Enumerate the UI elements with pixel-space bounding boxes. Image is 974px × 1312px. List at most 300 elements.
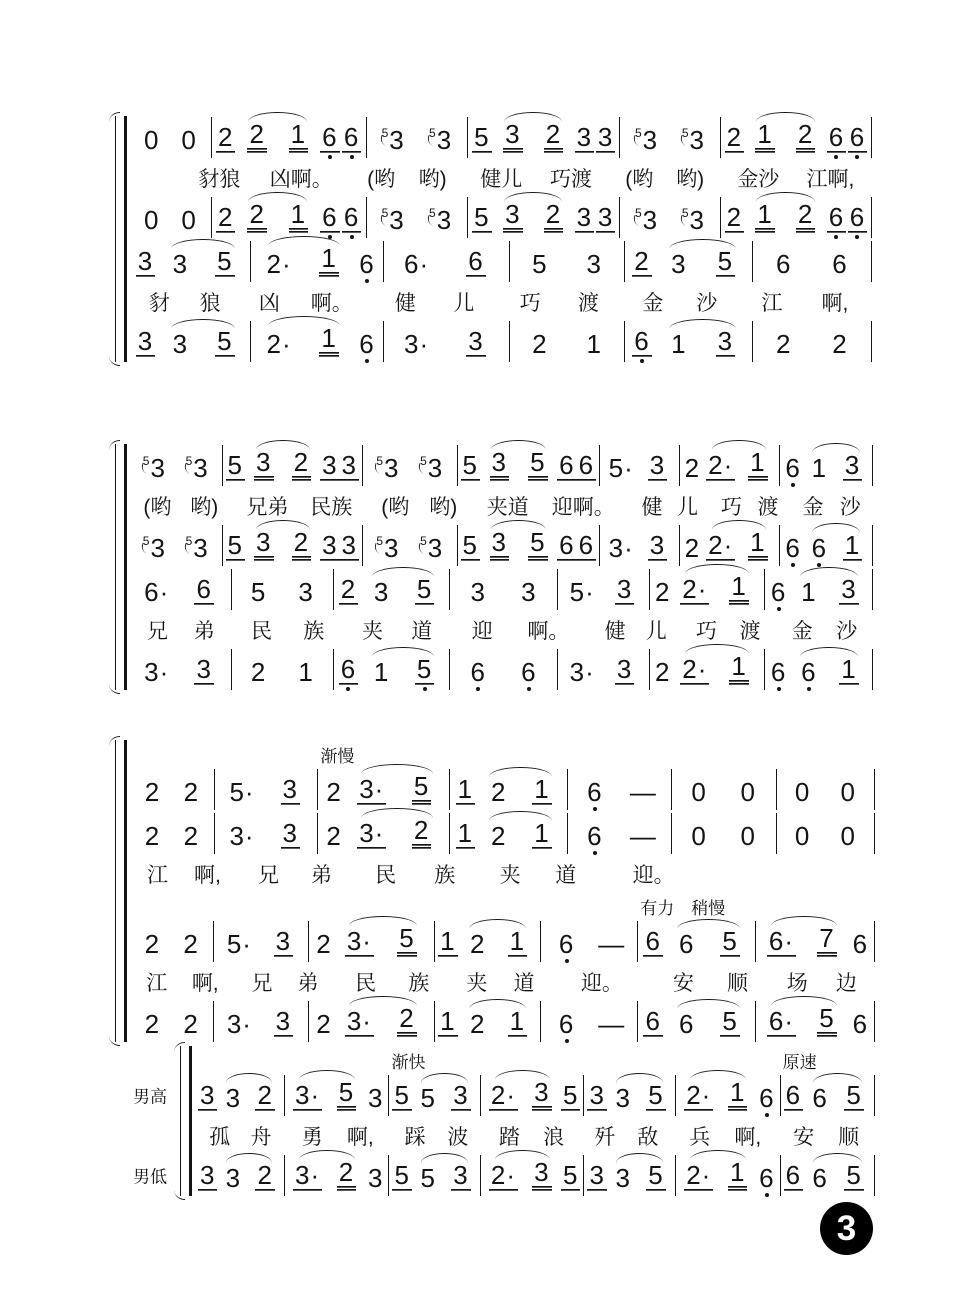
note (471, 124, 492, 153)
note (702, 529, 739, 561)
notes-row (130, 116, 872, 158)
note-number: 3· (569, 657, 595, 687)
note (513, 331, 567, 357)
note-glyph (337, 1159, 356, 1191)
note (203, 328, 248, 357)
note-number: 6 (470, 657, 487, 687)
measure (232, 649, 334, 690)
slur-group (702, 529, 776, 561)
note (780, 779, 826, 805)
note-number: 5 (250, 577, 267, 607)
note-number: 3 (200, 1080, 216, 1110)
note-glyph (141, 535, 168, 561)
note (519, 529, 558, 561)
measure (765, 569, 873, 610)
note-number: 5 (648, 1080, 664, 1110)
note (825, 823, 871, 849)
note-glyph (366, 1165, 385, 1191)
note-number: 6 (759, 1083, 775, 1113)
note-number: 0 (794, 821, 811, 851)
note (504, 659, 555, 685)
note-glyph (817, 925, 836, 957)
note-number: 3 (282, 818, 299, 848)
note-glyph (684, 1082, 713, 1111)
note (237, 121, 278, 153)
note-number: 6 (811, 533, 828, 563)
note-glyph (179, 207, 198, 233)
grace-note: 5 (420, 534, 427, 548)
note-number: 3 (436, 205, 453, 235)
note-glyph (614, 1165, 633, 1191)
note (249, 1082, 281, 1111)
note (679, 1079, 718, 1111)
notes-row (130, 1000, 875, 1042)
note-number: 5 (413, 771, 430, 801)
note-number: 2 (684, 533, 701, 563)
measure (450, 569, 558, 610)
note-number: 3 (534, 1157, 550, 1187)
note-glyph (397, 1005, 416, 1037)
note-glyph (680, 207, 707, 233)
note (366, 535, 410, 561)
note-number: 2 (326, 821, 342, 851)
slur-group (480, 449, 557, 481)
note-number: 0 (691, 777, 707, 807)
note-glyph (419, 1085, 438, 1111)
note-number: 1 (729, 1077, 746, 1107)
measure (584, 1075, 676, 1116)
lyric-syllable: 道 (555, 864, 577, 887)
note-number: 3 (275, 926, 292, 956)
lyric-measure (367, 488, 471, 524)
measure (450, 649, 558, 690)
note-number: 2 (634, 246, 650, 276)
note-glyph (769, 659, 788, 685)
note-number: 2· (266, 249, 292, 279)
note (354, 251, 380, 277)
note-glyph (374, 455, 401, 481)
note-glyph (136, 328, 155, 357)
note-number: 2 (183, 821, 200, 851)
note-number: 5 (532, 249, 548, 279)
note (282, 579, 329, 605)
note-number: 2 (316, 1009, 332, 1039)
note (237, 201, 278, 233)
note (480, 449, 519, 481)
note (595, 124, 616, 153)
measure (130, 241, 251, 282)
note-glyph (292, 449, 311, 481)
note-glyph (490, 529, 509, 561)
note-number: 3 (453, 1160, 469, 1190)
lyric-syllable: 民 (355, 972, 377, 995)
note-glyph (584, 331, 603, 357)
system-3 (130, 740, 875, 1044)
note (523, 1159, 561, 1191)
grace-note: 5 (429, 206, 436, 220)
measure (130, 197, 212, 238)
note (724, 204, 745, 233)
slur-group (288, 1159, 366, 1191)
note-glyph (402, 251, 431, 277)
note-number: 3 (671, 249, 687, 279)
note-number: 5 (717, 246, 734, 276)
lyric-measure (130, 488, 232, 524)
note-glyph (575, 124, 594, 153)
measure (384, 241, 510, 282)
slur-group (745, 121, 826, 153)
note-glyph (844, 1082, 863, 1111)
note-glyph (141, 455, 168, 481)
note-glyph (184, 455, 211, 481)
note (245, 529, 283, 561)
note (133, 207, 170, 233)
note-glyph (392, 1082, 411, 1111)
note-number: 6 (770, 657, 787, 687)
measure (215, 769, 319, 810)
note (702, 248, 749, 277)
note-glyph (397, 925, 416, 957)
note-glyph (716, 328, 735, 357)
slur-group (492, 201, 573, 233)
note-glyph (596, 204, 615, 233)
notes-row (130, 747, 875, 810)
note-number: 6 (812, 1083, 828, 1113)
lyric-syllable: 巧 (720, 496, 742, 519)
note-number: 0 (181, 125, 197, 155)
note-number: 3 (172, 329, 189, 359)
note (261, 1008, 305, 1037)
note-glyph (769, 579, 788, 605)
note-number: 5 (217, 326, 233, 356)
note-glyph (728, 1159, 747, 1191)
measure (363, 525, 458, 566)
note-number: 6 (679, 1009, 695, 1039)
note (702, 449, 739, 481)
measure (584, 1155, 676, 1196)
note-number: 6 (770, 577, 787, 607)
note-glyph (225, 931, 254, 957)
note-glyph (716, 248, 735, 277)
note-glyph (472, 124, 491, 153)
note-glyph (181, 1011, 200, 1037)
lyric-syllable: 啊。 (527, 620, 570, 643)
note (198, 1162, 217, 1191)
lyrics-row (130, 488, 873, 524)
note-glyph (728, 1079, 747, 1111)
page-number: 3 (836, 1208, 857, 1248)
note-number: 2 (326, 777, 342, 807)
note-glyph (646, 1082, 665, 1111)
note-glyph (380, 127, 407, 153)
lyric-measure (238, 856, 352, 892)
system-1 (130, 116, 872, 364)
note (768, 659, 789, 685)
lyric-syllable: 安 (672, 972, 694, 995)
slur-group (803, 1082, 871, 1111)
note-number: 1 (757, 199, 773, 229)
note-number: 1 (729, 1157, 746, 1187)
measure (130, 445, 223, 486)
note (708, 928, 751, 957)
lyric-syllable: 儿 (676, 496, 698, 519)
lyric-measure (652, 964, 768, 1000)
lyric-syllable: 弟 (297, 972, 319, 995)
note-number: 6 (343, 122, 360, 152)
note-glyph (142, 579, 171, 605)
note (665, 1008, 708, 1037)
note-glyph (265, 331, 294, 357)
note-glyph (587, 1082, 606, 1111)
note (172, 823, 211, 849)
note-glyph (810, 1165, 829, 1191)
note-glyph (142, 659, 171, 685)
slur-group (336, 925, 431, 957)
note-number: 3· (144, 657, 170, 687)
note (504, 579, 555, 605)
note (847, 204, 868, 233)
note-number: 2 (183, 1009, 199, 1039)
measure (680, 445, 781, 486)
note-number: 6 (634, 326, 650, 356)
note (254, 245, 304, 277)
slur-group (347, 773, 447, 805)
note-number: 6 (558, 1009, 575, 1039)
lyric-measure (344, 612, 451, 648)
note-number: 6 (196, 574, 212, 604)
note-glyph (810, 535, 829, 561)
note-glyph (226, 452, 245, 481)
note (158, 248, 203, 277)
note-number: 6 (587, 821, 603, 851)
note-number: 5 (227, 530, 243, 560)
lyric-syllable: 沙 (696, 292, 718, 315)
note-glyph (843, 452, 862, 481)
note (639, 452, 675, 481)
note-number: 3 (470, 577, 487, 607)
note (397, 773, 447, 805)
note-number: 1 (534, 774, 550, 804)
note (327, 1079, 366, 1111)
note (288, 1159, 327, 1191)
note (577, 452, 596, 481)
note-glyph (339, 576, 358, 605)
note-number: 2 (532, 329, 548, 359)
note-glyph (489, 823, 508, 849)
note (410, 455, 454, 481)
grace-note: 5 (142, 534, 150, 548)
note-number: 1 (801, 577, 817, 607)
note-glyph (532, 1079, 551, 1111)
note-number: 6 (785, 1080, 802, 1110)
note-glyph (249, 659, 268, 685)
note-glyph (680, 656, 709, 685)
note-glyph (615, 656, 634, 685)
measure (130, 1001, 214, 1042)
lyric-measure (776, 612, 873, 648)
note-glyph (774, 331, 793, 357)
slur-group (254, 245, 354, 277)
note-glyph (757, 1165, 776, 1191)
note-number: 6 (521, 657, 537, 687)
measure (318, 747, 450, 810)
note (759, 925, 805, 957)
note (829, 656, 869, 685)
note (544, 1011, 589, 1037)
note (360, 576, 403, 605)
note (133, 823, 172, 849)
lyric-measure (130, 964, 235, 1000)
lyric-syllable: 儿 (453, 292, 475, 315)
lyric-syllable: 弟 (311, 864, 333, 887)
note-glyph (320, 204, 339, 233)
note (304, 325, 354, 357)
note-number: 5 (462, 450, 479, 480)
note-glyph (171, 331, 190, 357)
note-number: 6 (852, 929, 869, 959)
measure (638, 1001, 755, 1042)
note-number: 2 (545, 199, 562, 229)
note (628, 248, 655, 277)
note (789, 576, 829, 605)
lyric-syllable: 兄 (146, 620, 168, 643)
note-number: 3 (689, 125, 705, 155)
note-number: 2 (257, 1160, 273, 1190)
note-glyph (194, 656, 213, 685)
lyric-measure (351, 160, 462, 196)
measure (568, 813, 672, 854)
note-number: 0 (740, 777, 757, 807)
note-glyph (461, 532, 480, 561)
note-number: 2 (217, 202, 234, 232)
note (812, 251, 868, 277)
note (480, 529, 519, 561)
lyric-syllable: 凶 (258, 292, 280, 315)
slur-group (803, 532, 869, 561)
note-number: 0 (840, 821, 856, 851)
note-number: 3 (589, 1160, 605, 1190)
note-number: 3 (256, 527, 272, 557)
note (673, 653, 717, 685)
note-glyph (793, 823, 812, 849)
note-glyph (374, 535, 401, 561)
note (675, 779, 724, 805)
note (571, 779, 620, 805)
measure (215, 813, 319, 854)
note (757, 1085, 776, 1111)
note-number: 5 (648, 1160, 664, 1190)
note-number: 1 (373, 657, 390, 687)
note (446, 328, 505, 357)
note-glyph (817, 1005, 836, 1037)
note (785, 201, 826, 233)
note (217, 1162, 249, 1191)
note-glyph (530, 251, 549, 277)
slur-group (665, 1008, 752, 1037)
note-glyph (720, 1008, 739, 1037)
note-glyph (557, 532, 576, 561)
note-glyph (793, 779, 812, 805)
note (603, 535, 639, 561)
note-glyph (528, 449, 547, 481)
note-number: 3· (404, 329, 430, 359)
measure (212, 117, 367, 158)
slur-group (360, 656, 446, 685)
note (683, 455, 702, 481)
slur-group (237, 201, 319, 233)
note-glyph (466, 248, 485, 277)
note-number: 3· (295, 1160, 321, 1190)
note-glyph (689, 779, 708, 805)
note-glyph (357, 776, 386, 805)
note (533, 201, 574, 233)
note-glyph (848, 124, 867, 153)
note (640, 1082, 673, 1111)
note-number: 5 (819, 1003, 835, 1033)
note (837, 1162, 871, 1191)
note (366, 1085, 385, 1111)
measure (450, 769, 567, 810)
note-number: 1 (290, 199, 307, 229)
lyric-syllable: 民族 (310, 496, 353, 519)
note-glyph (215, 248, 234, 277)
note-number: 6 (340, 654, 357, 684)
lyric-measure (232, 612, 344, 648)
note (803, 1082, 837, 1111)
note-number: 2 (654, 577, 671, 607)
note-number: 3 (225, 1163, 242, 1193)
note-number: 2 (491, 821, 507, 851)
note (607, 1082, 640, 1111)
note-number: 6 (759, 1163, 775, 1193)
note (825, 779, 871, 805)
measure (389, 1053, 481, 1116)
notes-row (133, 1053, 875, 1116)
lyric-measure (797, 856, 875, 892)
note-number: 3 (341, 530, 357, 560)
measure (756, 1001, 875, 1042)
lyric-syllable: 兄 (251, 972, 273, 995)
lyric-syllable: 哟) (190, 496, 219, 519)
slur-group (480, 529, 557, 561)
slur-group (789, 656, 869, 685)
note (670, 127, 717, 153)
note (458, 1008, 498, 1037)
note (283, 529, 321, 561)
grace-note: 5 (429, 126, 436, 140)
lyric-measure (180, 160, 352, 196)
note-number: 3 (841, 574, 857, 604)
lyric-syllable: 迎。 (632, 864, 675, 887)
note-glyph (557, 452, 576, 481)
note-number: 3 (586, 249, 602, 279)
note (561, 659, 603, 685)
slur-group (679, 1079, 757, 1111)
note (327, 1159, 366, 1191)
note (347, 773, 397, 805)
note-glyph (296, 659, 315, 685)
slur-group (245, 529, 320, 561)
note (523, 1079, 561, 1111)
measure (195, 1075, 285, 1116)
note-number: 3 (298, 577, 314, 607)
note-number: 6 (849, 122, 866, 152)
note (567, 251, 621, 277)
note (320, 532, 339, 561)
note (383, 1005, 431, 1037)
note (628, 328, 655, 357)
note (337, 576, 360, 605)
